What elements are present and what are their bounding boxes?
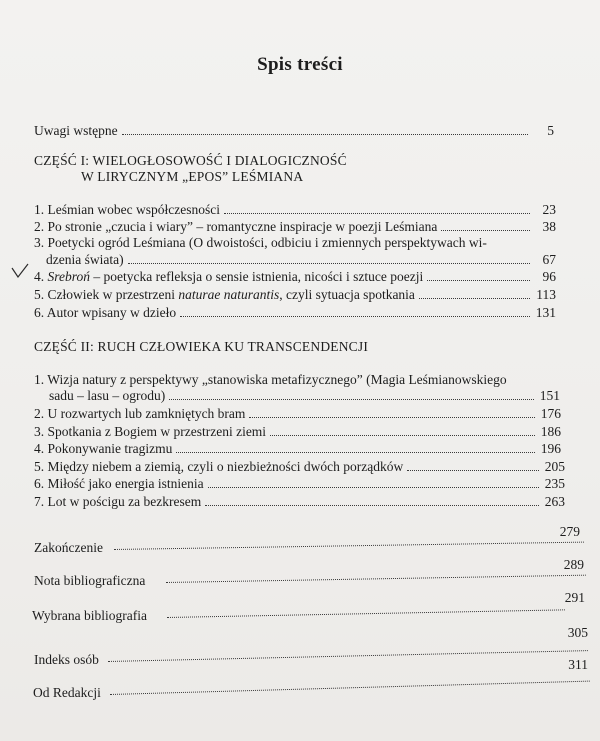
toc-entry-p1-5[interactable] [34,287,556,303]
toc-entry-page: 67 [542,252,556,267]
part1-heading-line1: CZĘŚĆ I: WIELOGŁOSOWOŚĆ I DIALOGICZNOŚĆ [34,153,347,168]
dot-leader [169,398,534,400]
toc-entry-label: Wybrana bibliografia [32,608,148,623]
dot-leader [441,229,530,231]
toc-entry-label: 2. Po stronie „czucia i wiary” – romantyczne inspiracje w poezji Leśmiana [34,219,438,234]
toc-entry-label: 6. Autor wpisany w dzieło [34,305,177,320]
toc-entry-label: 6. Miłość jako energia istnienia [34,476,204,491]
toc-entry-p2-1[interactable] [49,388,560,404]
dot-leader [166,575,586,583]
part1-heading-line2: W LIRYCZNYM „EPOS” LEŚMIANA [81,169,304,184]
toc-entry-p2-3[interactable] [34,424,561,440]
dot-leader [427,279,530,281]
toc-entry-p2-2[interactable] [34,406,561,422]
dot-leader [270,434,535,436]
toc-entry-page: 131 [535,305,556,320]
toc-entry-page: 311 [568,657,588,672]
toc-entry-p1-4[interactable] [34,269,556,285]
toc-entry-label: 5. Między niebem a ziemią, czyli o niezbieżności dwóch porządków [34,459,404,474]
dot-leader [205,504,539,506]
toc-entry-page: 205 [544,459,565,474]
toc-entry-p1-3[interactable] [46,252,556,268]
dot-leader [114,542,584,550]
checkmark-icon [11,263,29,279]
toc-entry-p1-3-line1[interactable]: 3. Poetycki ogród Leśmiana (O dwoistości, odbiciu i zmiennych perspektywach wi- [34,235,487,250]
dot-leader [419,297,530,299]
toc-entry-p1-6[interactable] [34,305,556,321]
dot-leader [108,650,588,662]
toc-entry-page: 263 [544,494,565,509]
toc-entry-page: 38 [542,219,556,234]
dot-leader [110,681,590,695]
toc-entry-intro[interactable] [34,123,554,139]
toc-entry-label: Od Redakcji [33,685,101,700]
toc-entry-page: 279 [559,524,580,539]
toc-entry-page: 23 [542,202,556,217]
toc-entry-p2-4[interactable] [34,441,561,457]
toc-entry-page: 186 [540,424,561,439]
toc-entry-page: 291 [564,590,585,605]
toc-entry-label: 4. Srebroń – poetycka refleksja o sensie istnienia, nicości i sztuce poezji [34,269,424,284]
toc-entry-label: 7. Lot w pościgu za bezkresem [34,494,202,509]
dot-leader [167,609,565,618]
dot-leader [208,486,539,488]
dot-leader [407,469,539,471]
page-title: Spis treści [257,54,343,75]
toc-entry-page: 196 [540,441,561,456]
toc-entry-label: 1. Leśmian wobec współczesności [34,202,220,217]
toc-entry-label: sadu – lasu – ogrodu) [49,388,166,403]
dot-leader [224,212,530,214]
toc-entry-page: 5 [547,123,554,138]
toc-entry-label: Uwagi wstępne [34,123,118,138]
toc-entry-label: 5. Człowiek w przestrzeni naturae naturantis, czyli sytuacja spotkania [34,287,415,302]
toc-entry-p2-5[interactable] [34,459,565,475]
part2-heading: CZĘŚĆ II: RUCH CZŁOWIEKA KU TRANSCENDENCJI [34,339,369,354]
dot-leader [180,315,530,317]
toc-entry-page: 113 [536,287,556,302]
toc-entry-p1-2[interactable] [34,219,556,235]
toc-entry-page: 289 [563,557,584,572]
toc-entry-p2-1-line1[interactable]: 1. Wizja natury z perspektywy „stanowiska metafizycznego” (Magia Leśmianowskiego [34,372,507,387]
toc-entry-p2-6[interactable] [34,476,565,492]
dot-leader [176,451,535,453]
dot-leader [128,262,530,264]
toc-entry-page: 235 [544,476,565,491]
toc-entry-label: Nota bibliograficzna [34,573,146,588]
toc-entry-label: dzenia świata) [46,252,124,267]
toc-entry-label: 2. U rozwartych lub zamkniętych bram [34,406,246,421]
toc-entry-p2-7[interactable] [34,494,565,510]
dot-leader [249,416,535,418]
toc-entry-label: 3. Spotkania z Bogiem w przestrzeni ziemi [34,424,267,439]
toc-entry-page: 96 [542,269,556,284]
toc-entry-label: Zakończenie [34,540,103,555]
toc-entry-label: 4. Pokonywanie tragizmu [34,441,173,456]
toc-entry-p1-1[interactable] [34,202,556,218]
toc-entry-label: Indeks osób [34,652,99,667]
toc-entry-page: 151 [539,388,560,403]
toc-entry-page: 305 [567,625,588,640]
dot-leader [122,133,528,135]
toc-entry-page: 176 [540,406,561,421]
